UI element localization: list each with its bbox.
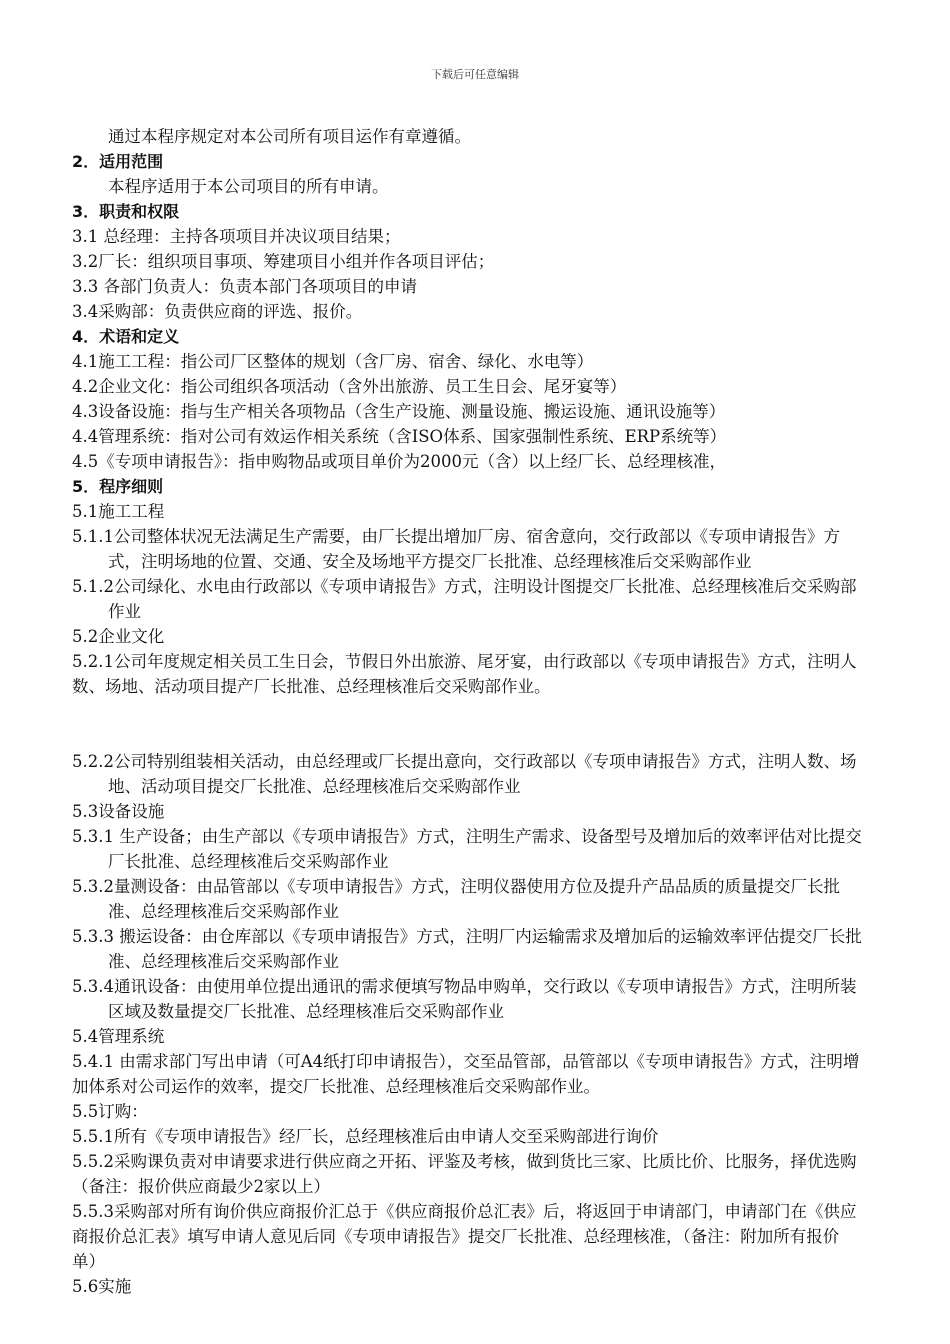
section-heading: 4．术语和定义 <box>72 327 180 346</box>
paragraph: 通过本程序规定对本公司所有项目运作有章遵循。 <box>108 127 471 146</box>
paragraph: 5.2企业文化 <box>72 627 165 646</box>
document-body <box>72 124 862 1299</box>
spacer <box>72 699 862 749</box>
paragraph: 4.5《专项申请报告》：指申购物品或项目单价为2000元（含）以上经厂长、总经理核准， <box>72 452 726 471</box>
section-heading: 2．适用范围 <box>72 152 164 171</box>
paragraph: 5.3.4通讯设备：由使用单位提出通讯的需求便填写物品申购单，交行政以《专项申请报告》方式，注明所装区域及数量提交厂长批准、总经理核准后交采购部作业 <box>72 977 857 1021</box>
paragraph: 本程序适用于本公司项目的所有申请。 <box>108 177 389 196</box>
paragraph: 3.2厂长：组织项目事项、筹建项目小组并作各项目评估； <box>72 252 495 271</box>
paragraph: 5.1施工工程 <box>72 502 165 521</box>
paragraph: 5.3设备设施 <box>72 802 165 821</box>
paragraph: 4.4管理系统：指对公司有效运作相关系统（含ISO体系、国家强制性系统、ERP系统等） <box>72 427 727 446</box>
paragraph: 5.2.2公司特别组装相关活动，由总经理或厂长提出意向，交行政部以《专项申请报告》方式，注明人数、场地、活动项目提交厂长批准、总经理核准后交采购部作业 <box>72 752 857 796</box>
paragraph: 5.4管理系统 <box>72 1027 165 1046</box>
paragraph: 5.3.3 搬运设备：由仓库部以《专项申请报告》方式，注明厂内运输需求及增加后的运输效率评估提交厂长批准、总经理核准后交采购部作业 <box>72 927 862 971</box>
page-header: 下载后可任意编辑 <box>431 68 519 81</box>
paragraph: 5.4.1 由需求部门写出申请（可A4纸打印申请报告），交至品管部，品管部以《专项申请报告》方式，注明增加体系对公司运作的效率，提交厂长批准、总经理核准后交采购部作业。 <box>72 1052 860 1096</box>
paragraph: 4.1施工工程：指公司厂区整体的规划（含厂房、宿舍、绿化、水电等） <box>72 352 594 371</box>
paragraph: 3.1 总经理：主持各项项目并决议项目结果； <box>72 227 401 246</box>
section-heading: 5．程序细则 <box>72 477 164 496</box>
paragraph: 5.1.2公司绿化、水电由行政部以《专项申请报告》方式，注明设计图提交厂长批准、总经理核准后交采购部作业 <box>72 577 857 621</box>
paragraph: 5.3.2量测设备：由品管部以《专项申请报告》方式，注明仪器使用方位及提升产品品质的质量提交厂长批准、总经理核准后交采购部作业 <box>72 877 840 921</box>
section-heading: 3．职责和权限 <box>72 202 180 221</box>
paragraph: 5.5.2采购课负责对申请要求进行供应商之开拓、评鉴及考核，做到货比三家、比质比价、比服务，择优选购（备注：报价供应商最少2家以上） <box>72 1152 857 1196</box>
paragraph: 5.2.1公司年度规定相关员工生日会，节假日外出旅游、尾牙宴，由行政部以《专项申请报告》方式，注明人数、场地、活动项目提产厂长批准、总经理核准后交采购部作业。 <box>72 652 857 696</box>
paragraph: 4.2企业文化：指公司组织各项活动（含外出旅游、员工生日会、尾牙宴等） <box>72 377 627 396</box>
paragraph: 5.3.1 生产设备；由生产部以《专项申请报告》方式，注明生产需求、设备型号及增加后的效率评估对比提交厂长批准、总经理核准后交采购部作业 <box>72 827 862 871</box>
paragraph: 5.5.1所有《专项申请报告》经厂长，总经理核准后由申请人交至采购部进行询价 <box>72 1127 659 1146</box>
paragraph: 5.5订购： <box>72 1102 148 1121</box>
paragraph: 3.3 各部门负责人：负责本部门各项项目的申请 <box>72 277 417 296</box>
paragraph: 5.1.1公司整体状况无法满足生产需要，由厂长提出增加厂房、宿舍意向，交行政部以《专项申请报告》方式，注明场地的位置、交通、安全及场地平方提交厂长批准、总经理核准后交采购部作业 <box>72 527 840 571</box>
paragraph: 3.4采购部：负责供应商的评选、报价。 <box>72 302 363 321</box>
paragraph: 5.5.3采购部对所有询价供应商报价汇总于《供应商报价总汇表》后，将返回于申请部门，申请部门在《供应商报价总汇表》填写申请人意见后同《专项申请报告》提交厂长批准、总经理核准，（备注：附加所有报价单） <box>72 1202 857 1271</box>
paragraph: 4.3设备设施：指与生产相关各项物品（含生产设施、测量设施、搬运设施、通讯设施等） <box>72 402 726 421</box>
paragraph: 5.6实施 <box>72 1277 132 1296</box>
